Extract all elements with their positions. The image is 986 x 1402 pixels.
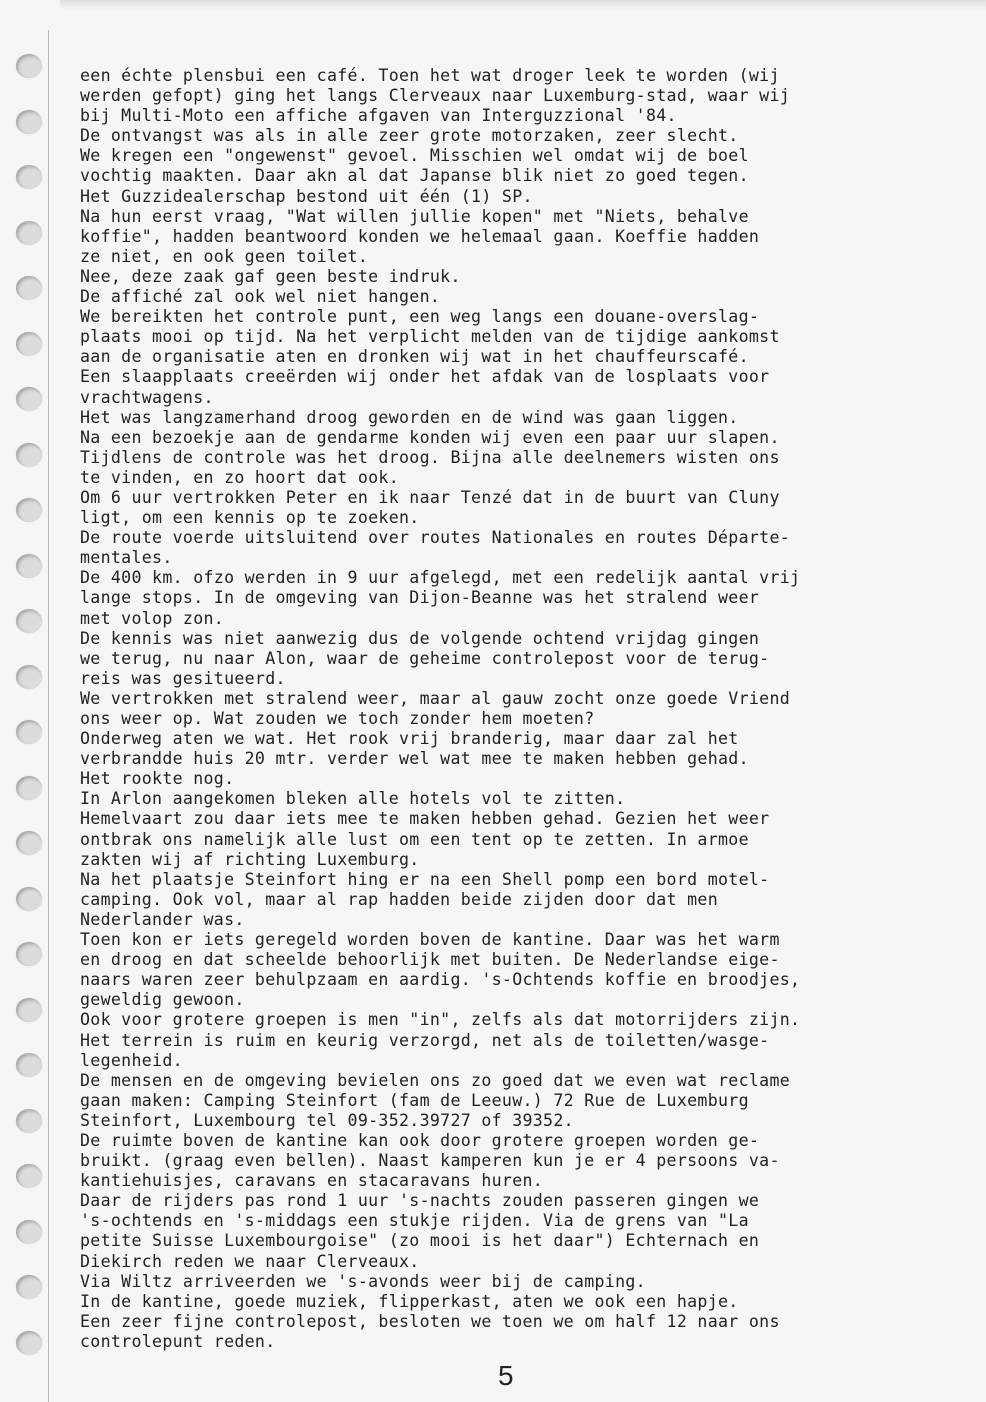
text-line: we terug, nu naar Alon, waar de geheime controlepost voor de terug- <box>80 648 770 668</box>
text-line: te vinden, en zo hoort dat ook. <box>80 467 399 487</box>
text-line: werden gefopt) ging het langs Clerveaux naar Luxemburg-stad, waar wij <box>80 86 791 106</box>
punch-hole <box>16 720 42 744</box>
text-line: 's-ochtends en 's-middags een stukje rijden. Via de grens van "La <box>80 1211 749 1231</box>
text-line: De 400 km. ofzo werden in 9 uur afgelegd, met een redelijk aantal vrij <box>80 568 801 588</box>
text-line: Steinfort, Luxembourg tel 09-352.39727 of 39352. <box>80 1110 574 1130</box>
text-line: Via Wiltz arriveerden we 's-avonds weer bij de camping. <box>80 1271 646 1291</box>
text-line: Toen kon er iets geregeld worden boven de kantine. Daar was het warm <box>80 930 780 950</box>
punch-hole <box>16 332 42 356</box>
text-line: koffie", hadden beantwoord konden we helemaal gaan. Koeffie hadden <box>80 226 760 246</box>
punched-margin <box>0 0 52 1402</box>
punch-hole <box>16 1109 42 1133</box>
text-line: De kennis was niet aanwezig dus de volgende ochtend vrijdag gingen <box>80 628 760 648</box>
text-line: Het rookte nog. <box>80 769 235 789</box>
text-line: Na een bezoekje aan de gendarme konden wij even een paar uur slapen. <box>80 427 780 447</box>
text-line: en droog en dat scheelde behoorlijk met buiten. De Nederlandse eige- <box>80 950 780 970</box>
punch-hole <box>16 887 42 911</box>
punch-hole <box>16 498 42 522</box>
punch-hole <box>16 276 42 300</box>
text-line: In Arlon aangekomen bleken alle hotels vol te zitten. <box>80 789 626 809</box>
text-line: kantiehuisjes, caravans en stacaravans huren. <box>80 1171 544 1191</box>
punch-hole <box>16 221 42 245</box>
punch-hole <box>16 609 42 633</box>
text-line: gaan maken: Camping Steinfort (fam de Leeuw.) 72 Rue de Luxemburg <box>80 1090 749 1110</box>
text-line: camping. Ook vol, maar al rap hadden beide zijden door dat men <box>80 889 718 909</box>
punch-hole <box>16 554 42 578</box>
text-line: mentales. <box>80 548 173 568</box>
text-line: Na hun eerst vraag, "Wat willen jullie kopen" met "Niets, behalve <box>80 206 749 226</box>
text-line: Hemelvaart zou daar iets mee te maken hebben gehad. Gezien het weer <box>80 809 770 829</box>
text-line: Ook voor grotere groepen is men "in", zelfs als dat motorrijders zijn. <box>80 1010 801 1030</box>
text-line: geweldig gewoon. <box>80 990 245 1010</box>
punch-hole <box>16 443 42 467</box>
punch-hole <box>16 1220 42 1244</box>
text-line: Een zeer fijne controlepost, besloten we toen we om half 12 naar ons <box>80 1311 780 1331</box>
body-text <box>80 66 960 1352</box>
text-line: bij Multi-Moto een affiche afgaven van Interguzzional '84. <box>80 106 677 126</box>
text-line: De ruimte boven de kantine kan ook door grotere groepen worden ge- <box>80 1130 760 1150</box>
text-line: We bereikten het controle punt, een weg langs een douane-overslag- <box>80 307 760 327</box>
scan-edge-shadow <box>60 0 986 10</box>
punch-hole <box>16 54 42 78</box>
text-line: ligt, om een kennis op te zoeken. <box>80 508 420 528</box>
text-line: In de kantine, goede muziek, flipperkast, aten we ook een hapje. <box>80 1291 739 1311</box>
text-line: De mensen en de omgeving bevielen ons zo goed dat we even wat reclame <box>80 1070 791 1090</box>
text-line: Onderweg aten we wat. Het rook vrij branderig, maar daar zal het <box>80 729 739 749</box>
text-line: vochtig maakten. Daar akn al dat Japanse blik niet zo goed tegen. <box>80 166 749 186</box>
text-line: We kregen een "ongewenst" gevoel. Misschien wel omdat wij de boel <box>80 146 749 166</box>
punch-hole <box>16 1164 42 1188</box>
text-line: een échte plensbui een café. Toen het wat droger leek te worden (wij <box>80 66 780 85</box>
text-line: verbrandde huis 20 mtr. verder wel wat mee te maken hebben gehad. <box>80 749 749 769</box>
text-line: aan de organisatie aten en dronken wij wat in het chauffeurscafé. <box>80 347 749 367</box>
text-line: Diekirch reden we naar Clerveaux. <box>80 1251 420 1271</box>
text-line: Het terrein is ruim en keurig verzorgd, net als de toiletten/wasge- <box>80 1030 770 1050</box>
text-line: De ontvangst was als in alle zeer grote motorzaken, zeer slecht. <box>80 126 739 146</box>
punch-hole <box>16 387 42 411</box>
text-line: petite Suisse Luxembourgoise" (zo mooi is het daar") Echternach en <box>80 1231 760 1251</box>
text-line: lange stops. In de omgeving van Dijon-Beanne was het stralend weer <box>80 588 760 608</box>
punch-hole <box>16 942 42 966</box>
text-line: Om 6 uur vertrokken Peter en ik naar Tenzé dat in de buurt van Cluny <box>80 487 780 507</box>
text-line: We vertrokken met stralend weer, maar al gauw zocht onze goede Vriend <box>80 688 791 708</box>
punch-hole <box>16 165 42 189</box>
text-line: bruikt. (graag even bellen). Naast kamperen kun je er 4 persoons va- <box>80 1151 780 1171</box>
text-line: De route voerde uitsluitend over routes Nationales en routes Départe- <box>80 528 791 548</box>
text-line: zakten wij af richting Luxemburg. <box>80 849 420 869</box>
punch-hole <box>16 110 42 134</box>
text-line: plaats mooi op tijd. Na het verplicht melden van de tijdige aankomst <box>80 327 780 347</box>
text-line: De affiché zal ook wel niet hangen. <box>80 287 441 307</box>
text-line: ontbrak ons namelijk alle lust om een tent op te zetten. In armoe <box>80 829 749 849</box>
text-line: naars waren zeer behulpzaam en aardig. 's-Ochtends koffie en broodjes, <box>80 970 801 990</box>
text-line: Nee, deze zaak gaf geen beste indruk. <box>80 266 461 286</box>
text-line: Tijdlens de controle was het droog. Bijna alle deelnemers wisten ons <box>80 447 780 467</box>
margin-line <box>48 30 49 1402</box>
text-line: ons weer op. Wat zouden we toch zonder hem moeten? <box>80 709 595 728</box>
punch-hole <box>16 776 42 800</box>
page-number: 5 <box>498 1360 514 1391</box>
text-line: Een slaapplaats creeërden wij onder het afdak van de losplaats voor <box>80 367 770 387</box>
text-line: Het was langzamerhand droog geworden en de wind was gaan liggen. <box>80 407 739 427</box>
punch-hole <box>16 831 42 855</box>
text-line: Nederlander was. <box>80 909 245 929</box>
text-line: Na het plaatsje Steinfort hing er na een Shell pomp een bord motel- <box>80 869 770 889</box>
punch-hole <box>16 665 42 689</box>
punch-hole <box>16 1053 42 1077</box>
text-line: ze niet, en ook geen toilet. <box>80 246 369 266</box>
text-line: reis was gesitueerd. <box>80 668 286 688</box>
text-line: controlepunt reden. <box>80 1331 276 1351</box>
text-line: met volop zon. <box>80 608 225 628</box>
text-line: vrachtwagens. <box>80 387 214 407</box>
text-line: legenheid. <box>80 1050 183 1070</box>
punch-hole <box>16 1331 42 1355</box>
text-line: Het Guzzidealerschap bestond uit één (1) SP. <box>80 186 533 206</box>
punch-hole <box>16 998 42 1022</box>
text-line: Daar de rijders pas rond 1 uur 's-nachts zouden passeren gingen we <box>80 1191 760 1211</box>
punch-hole <box>16 1275 42 1299</box>
